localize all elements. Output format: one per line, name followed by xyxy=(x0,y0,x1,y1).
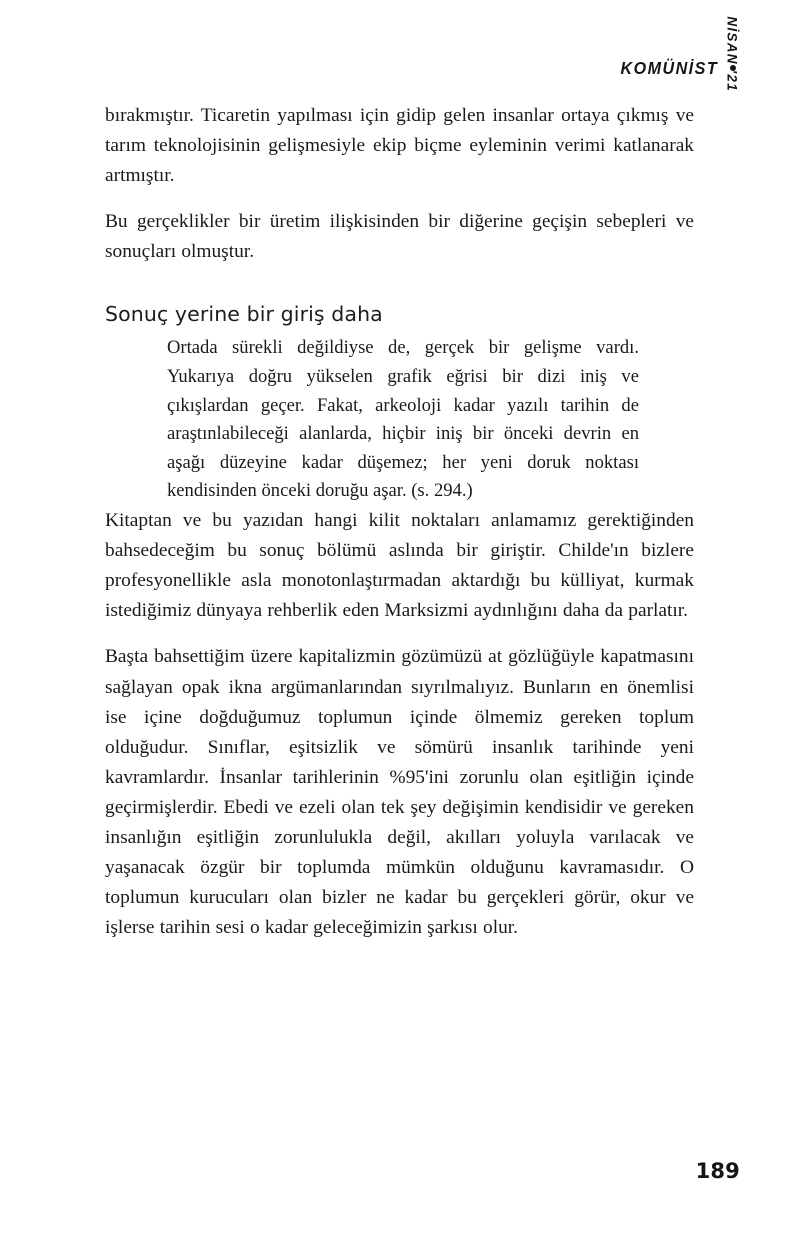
block-quote-text: Ortada sürekli değildiyse de, gerçek bir gelişme vardı. Yukarıya doğru yükselen grafik eğrisi bir dizi iniş ve çıkışlardan geçer. Fakat, arkeoloji kadar yazılı tarihin de araştınlabileceği alanlarda, hiçbir iniş bir önceki devrin en aşağı düzeyine kadar düşemez; her yeni doruk noktası kendisinden önceki doruğu aşar. (s. 294.) xyxy=(167,337,639,502)
text-column xyxy=(105,101,694,943)
section-heading: Sonuç yerine bir giriş daha xyxy=(105,302,383,327)
paragraph-transition-causes: Bu gerçeklikler bir üretim ilişkisinden bir diğerine geçişin sebepleri ve sonuçları olmuştur. xyxy=(105,211,694,263)
paragraph-closing-argument: Başta bahsettiğim üzere kapitalizmin gözümüzü at gözlüğüyle kapatmasını sağlayan opak ikna argümanlarından sıyrılmalıyız. Bunların en önemlisi ise içine doğduğumuz toplumun içinde ölmemiz gereken toplum olduğudur. Sınıflar, eşitsizlik ve sömürü insanlık tarihinde yeni kavramlardır. İnsanlar tarihlerinin %95'ini zorunlu olan eşitliğin içinde geçirmişlerdir. Ebedi ve ezeli olan tek şey değişimin kendisidir ve gereken insanlığın eşitliğin zorunlulukla değil, akılları yoluyla varılacak ve yaşanacak özgür bir toplumda mümkün olduğunu kavramasıdır. O toplumun kurucuları olan bizler ne kadar bu gerçekleri görür, okur ve işlerse tarihin sesi o kadar geleceğimizin şarkısı olur. xyxy=(105,646,694,939)
page-number: 189 xyxy=(695,1159,740,1183)
paragraph-childe-summary: Kitaptan ve bu yazıdan hangi kilit noktaları anlamamız gerektiğinden bahsedeceğim bu sonuç bölümü aslında bir giriştir. Childe'ın bizlere profesyonellikle asla monotonlaştırmadan aktardığı bu külliyat, kurmak istediğimiz dünyaya rehberlik eden Marksizmi aydınlığını daha da parlatır. xyxy=(105,510,694,622)
running-head xyxy=(612,56,736,80)
paragraph-continuation: bırakmıştır. Ticaretin yapılması için gidip gelen insanlar ortaya çıkmış ve tarım teknolojisinin gelişmesiyle ekip biçme eyleminin verimi katlanarak artmıştır. xyxy=(105,105,694,187)
block-quote xyxy=(105,334,694,506)
masthead-title: KOMÜNİST xyxy=(620,57,718,78)
issue-date-label: NİSAN '21 xyxy=(725,16,740,92)
